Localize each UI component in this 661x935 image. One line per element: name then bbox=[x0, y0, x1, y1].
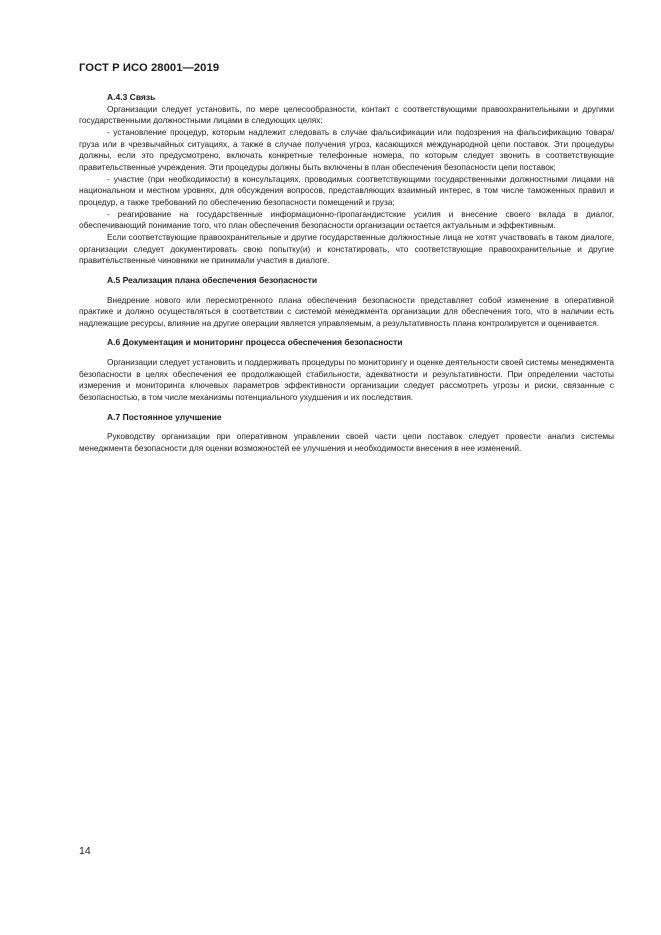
section-a43-list-item-3: - реагирование на государственные информационно-пропагандистские усилия и внесение своего вклада в диалог, обеспечивающий понимание того, что план обеспечения безопасности организации остается актуальным и эффективным. bbox=[79, 208, 614, 231]
section-a43-closing: Если соответствующие правоохранительные и другие государственные должностные лица не хотят участвовать в таком диалоге, организации следует документировать свою попытку(и) и констатировать, что соответствующие правоохранительные и другие правительственные чиновники не принимали участия в диалоге. bbox=[79, 231, 614, 266]
section-a5-heading: А.5 Реализация плана обеспечения безопасности bbox=[107, 274, 318, 285]
section-a43 bbox=[79, 92, 614, 267]
page-number: 14 bbox=[79, 845, 91, 857]
section-a43-list-item-1: - установление процедур, которым надлежит следовать в случае фальсификации или подозрения на фальсификацию товара/груза или в чрезвычайных ситуациях, а также в случае получения угроз, касающихся международной цепи поставок. Эти процедуры должны, если это предусмотрено, включать конкретные телефонные номера, по которым следует звонить в соответствующие правительственные учреждения. Эти процедуры должны быть включены в план обеспечения безопасности цепи поставок; bbox=[79, 126, 614, 172]
section-a6 bbox=[79, 337, 614, 403]
document-standard-header: ГОСТ Р ИСО 28001—2019 bbox=[79, 62, 220, 74]
section-a5 bbox=[79, 275, 614, 330]
section-a43-heading: А.4.3 Связь bbox=[107, 92, 156, 102]
section-a7 bbox=[79, 412, 614, 455]
section-a7-body: Руководству организации при оперативном управлении своей части цепи поставок следует провести анализ системы менеджмента безопасности для оценки возможностей ее улучшения и необходимости внесения в нее изменений. bbox=[79, 431, 614, 454]
section-a43-list-item-2: - участие (при необходимости) в консультациях, проводимых соответствующими государственными должностными лицами на национальном и местном уровнях, для обсуждения вопросов, представляющих взаимный интерес, в том числе таможенных правил и процедур, а также требований по обеспечению безопасности помещений и груза; bbox=[79, 173, 614, 207]
document-body bbox=[79, 92, 614, 455]
section-a5-body: Внедрение нового или пересмотренного плана обеспечения безопасности представляет собой изменение в оперативной практике и должно осуществляться в соответствии с системой менеджмента организации для обеспечения того, что в наличии есть надлежащие ресурсы, влияние на другие операции является управляемым, а результативность плана контролируется и оценивается. bbox=[79, 294, 614, 328]
section-a6-body: Организации следует установить и поддерживать процедуры по мониторингу и оценке деятельности своей системы менеджмента безопасности в целях обеспечения ее продолжающей стабильности, адекватности и результативности. При определении частоты измерения и мониторинга ключевых параметров эффективности организации следует рассмотреть угрозы и риски, связанные с безопасностью, в том числе механизмы потенциального ухудшения и их последствия. bbox=[79, 357, 614, 403]
section-a7-heading: А.7 Постоянное улучшение bbox=[107, 411, 222, 422]
section-a43-intro: Организации следует установить, по мере целесообразности, контакт с соответствующими правоохранительными и другими государственными должностными лицами в следующих целях: bbox=[79, 103, 614, 126]
section-a6-heading: А.6 Документация и мониторинг процесса обеспечения безопасности bbox=[107, 337, 403, 348]
